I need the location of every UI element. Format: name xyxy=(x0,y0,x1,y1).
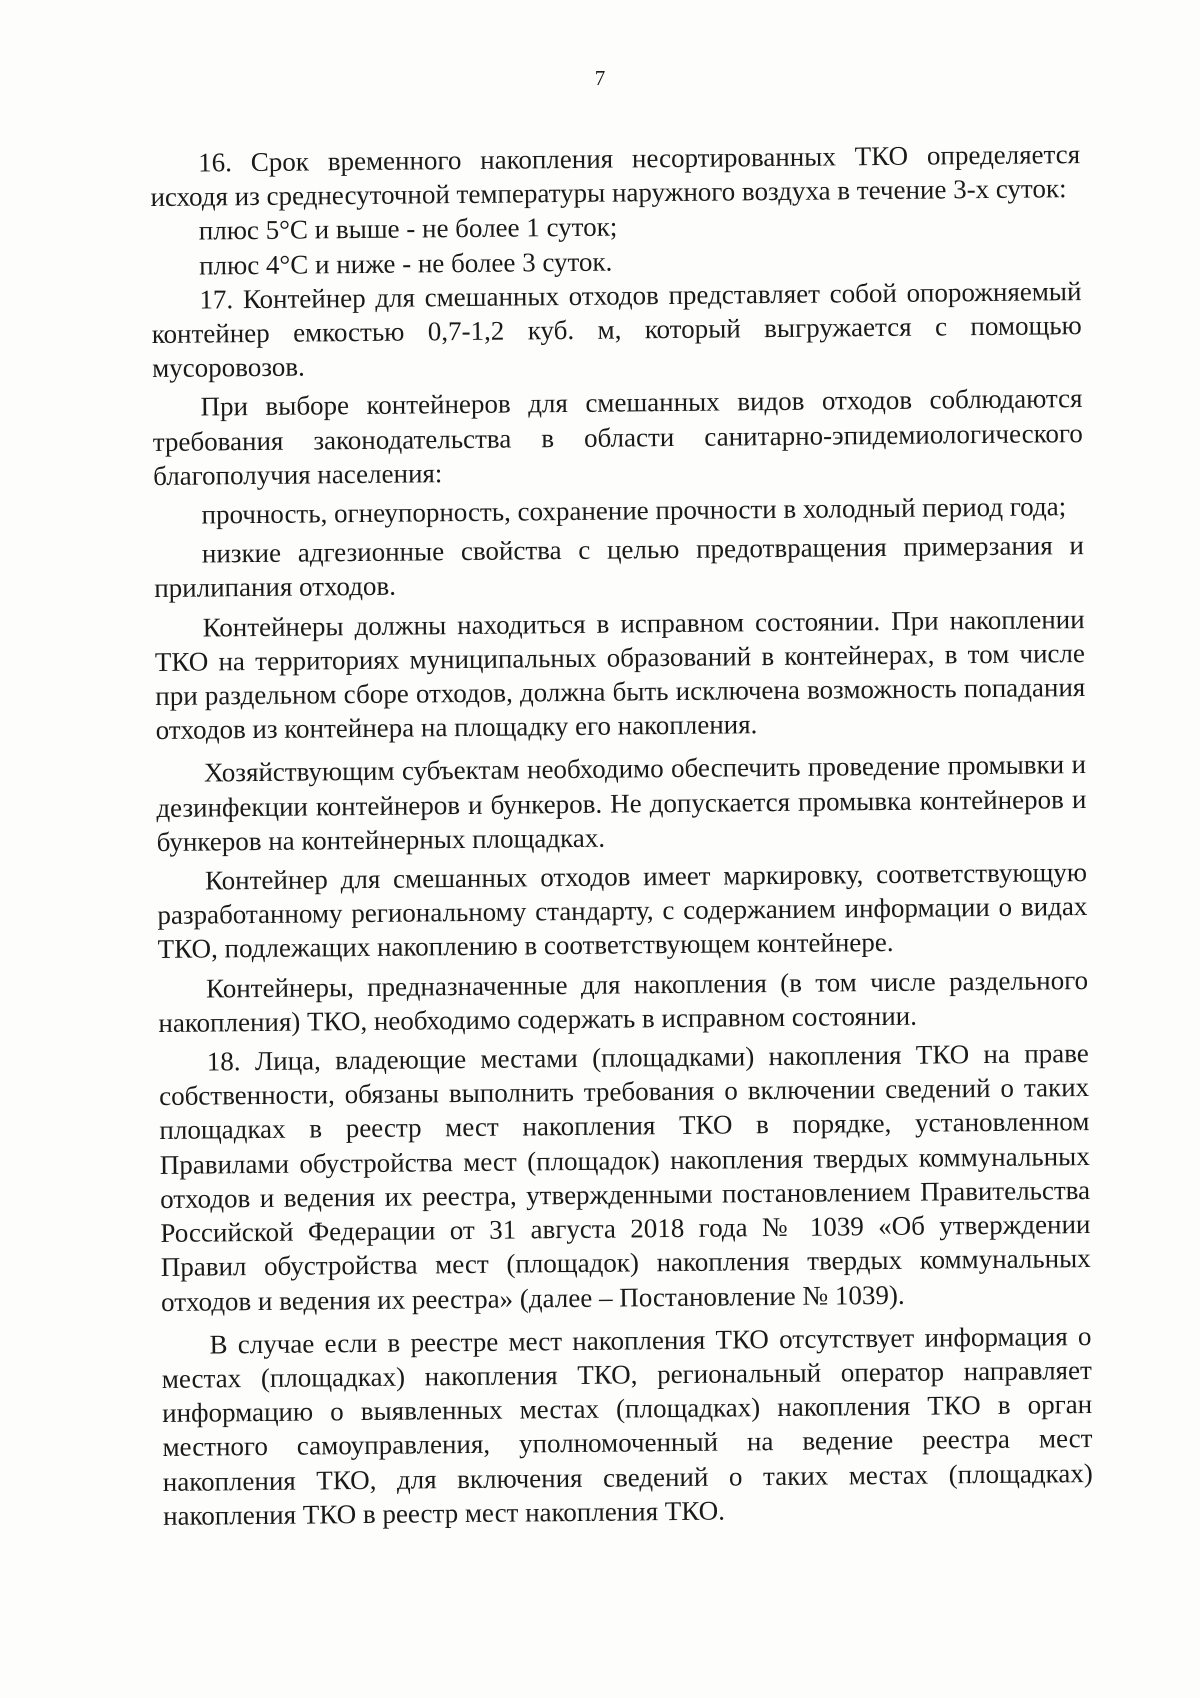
document-body xyxy=(150,137,1093,1533)
paragraph-temperature-above-5: плюс 5°C и выше - не более 1 суток; xyxy=(198,211,618,246)
paragraph-strength-fireproof: прочность, огнеупорность, сохранение прочности в холодный период года; xyxy=(201,491,1067,530)
paragraph-low-adhesion: низкие адгезионные свойства с целью предотвращения примерзания и прилипания отходов. xyxy=(154,530,1085,604)
paragraph-containers-condition: Контейнеры должны находиться в исправном состоянии. При накоплении ТКО на территориях муниципальных образований в контейнерах, в том числе при раздельном сборе отходов, должна быть исключена возможность попадания отходов из контейнера на площадку его накопления. xyxy=(154,603,1086,746)
paragraph-17-mixed-waste-container: 17. Контейнер для смешанных отходов представляет собой опорожняемый контейнер емкостью 0,7-1,2 куб. м, который выгружается с помощью мусоровозов. xyxy=(151,275,1082,384)
paragraph-18-registry-owners: 18. Лица, владеющие местами (площадками) накопления ТКО на праве собственности, обязаны выполнить требования о включении сведений о таких площадках в реестр мест накопления ТКО в порядке, установленном Правилами обустройства мест (площадок) накопления твердых коммунальных отходов и ведения их реестра, утвержденными постановлением Правительства Российской Федерации от 31 августа 2018 года № 1039 «Об утверждении Правил обустройства мест (площадок) накопления твердых коммунальных отходов и ведения их реестра» (далее – Постановление № 1039). xyxy=(158,1038,1091,1317)
page-number: 7 xyxy=(594,66,606,90)
paragraph-container-selection: При выборе контейнеров для смешанных видов отходов соблюдаются требования законодательства в области санитарно-эпидемиологического благополучия населения: xyxy=(152,383,1083,491)
paragraph-separate-collection-containers: Контейнеры, предназначенные для накопления (в том числе раздельного накопления) ТКО, необходимо содержать в исправном состоянии. xyxy=(158,964,1089,1038)
paragraph-temperature-below-4: плюс 4°C и ниже - не более 3 суток. xyxy=(199,246,613,281)
paragraph-16-storage-period: 16. Срок временного накопления несортированных ТКО определяется исходя из среднесуточной температуры наружного воздуха в течение 3-х суток: xyxy=(150,139,1081,213)
paragraph-container-marking: Контейнер для смешанных отходов имеет маркировку, соответствующую разработанному региональному стандарту, с содержанием информации о видах ТКО, подлежащих накоплению в соответствующем контейнере. xyxy=(157,857,1088,965)
paragraph-washing-disinfection: Хозяйствующим субъектам необходимо обеспечить проведение промывки и дезинфекции контейнеров и бункеров. Не допускается промывка контейнеров и бункеров на контейнерных площадках. xyxy=(156,749,1087,857)
paragraph-regional-operator: В случае если в реестре мест накопления ТКО отсутствует информация о местах (площадках) накопления ТКО, региональный оператор направляет информацию о выявленных местах (площадках) накопления ТКО в орган местного самоуправления, уполномоченный на ведение реестра мест накопления ТКО, для включения сведений о таких местах (площадках) накопления ТКО в реестр мест накопления ТКО. xyxy=(161,1320,1093,1531)
